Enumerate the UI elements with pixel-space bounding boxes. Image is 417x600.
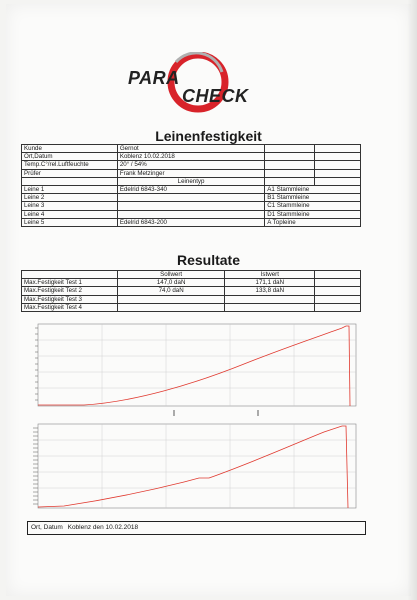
line-type: Edelrid 6843-200: [117, 218, 264, 226]
table-row: [22, 169, 361, 177]
results-table: [21, 270, 361, 312]
line-type: [117, 194, 264, 202]
line-position: A1 Stammleine: [265, 185, 361, 193]
table-row: [22, 145, 361, 153]
force-curve: [38, 326, 350, 406]
table-row: [22, 287, 361, 295]
table-row: [22, 218, 361, 226]
table-row: [22, 279, 361, 287]
chart-frame: [38, 324, 356, 406]
table-row: [22, 177, 361, 185]
line-label: Leine 1: [22, 185, 118, 193]
sollwert-header: Sollwert: [117, 271, 225, 279]
result-soll: 74,0 daN: [117, 287, 225, 295]
paracheck-logo: [124, 52, 274, 116]
table-row: [22, 185, 361, 193]
result-ist: 171,1 daN: [225, 279, 315, 287]
line-label: Leine 3: [22, 202, 118, 210]
line-position: A Topleine: [265, 218, 361, 226]
footer-label: Ort, Datum: [31, 524, 63, 531]
info-value: Gernot: [117, 145, 264, 153]
force-chart-test-2: [24, 418, 364, 518]
line-position: C1 Stammleine: [265, 202, 361, 210]
table-row: [22, 295, 361, 303]
table-row: [22, 303, 361, 311]
line-type: [117, 210, 264, 218]
y-axis-ticks: [33, 428, 38, 504]
result-ist: [225, 295, 315, 303]
result-ist: [225, 303, 315, 311]
result-soll: 147,0 daN: [117, 279, 225, 287]
info-label: Prüfer: [22, 169, 118, 177]
line-type: Edelrid 6843-340: [117, 185, 264, 193]
results-title: Resultate: [176, 252, 241, 268]
document-page: [6, 4, 411, 596]
info-value: 20° / 54%: [117, 161, 264, 169]
result-soll: [117, 303, 225, 311]
page-title: Leinenfestigkeit: [155, 128, 262, 144]
result-label: Max.Festigkeit Test 3: [22, 295, 118, 303]
table-row: [22, 271, 361, 279]
info-table: [21, 144, 361, 227]
logo-text-para: PARA: [128, 68, 180, 88]
result-label: Max.Festigkeit Test 2: [22, 287, 118, 295]
result-soll: [117, 295, 225, 303]
leinentyp-header: Leinentyp: [117, 177, 264, 185]
chart-frame: [38, 424, 356, 508]
info-label: Temp.C°/rel.Luftfeuchte: [22, 161, 118, 169]
result-ist: 133,8 daN: [225, 287, 315, 295]
table-row: [22, 161, 361, 169]
info-value: Frank Metzinger: [117, 169, 264, 177]
line-label: Leine 2: [22, 194, 118, 202]
force-curve: [38, 426, 348, 508]
istwert-header: Istwert: [225, 271, 315, 279]
chart-grid: [38, 324, 356, 406]
force-chart-test-1: [24, 322, 364, 418]
line-type: [117, 202, 264, 210]
info-label: Ort,Datum: [22, 153, 118, 161]
line-position: D1 Stammleine: [265, 210, 361, 218]
line-label: Leine 4: [22, 210, 118, 218]
footer-value: Koblenz den 10.02.2018: [67, 524, 139, 531]
line-position: B1 Stammleine: [265, 194, 361, 202]
y-axis-ticks: [35, 328, 38, 400]
table-row: [22, 210, 361, 218]
footer-place-date: [27, 521, 366, 535]
result-label: Max.Festigkeit Test 1: [22, 279, 118, 287]
logo-text-check: CHECK: [182, 86, 249, 106]
result-label: Max.Festigkeit Test 4: [22, 303, 118, 311]
info-label: Kunde: [22, 145, 118, 153]
page-edge-shadow: [407, 0, 417, 600]
info-value: Koblenz 10.02.2018: [117, 153, 264, 161]
table-row: [22, 153, 361, 161]
table-row: [22, 194, 361, 202]
table-row: [22, 202, 361, 210]
chart-grid: [38, 424, 356, 508]
line-label: Leine 5: [22, 218, 118, 226]
